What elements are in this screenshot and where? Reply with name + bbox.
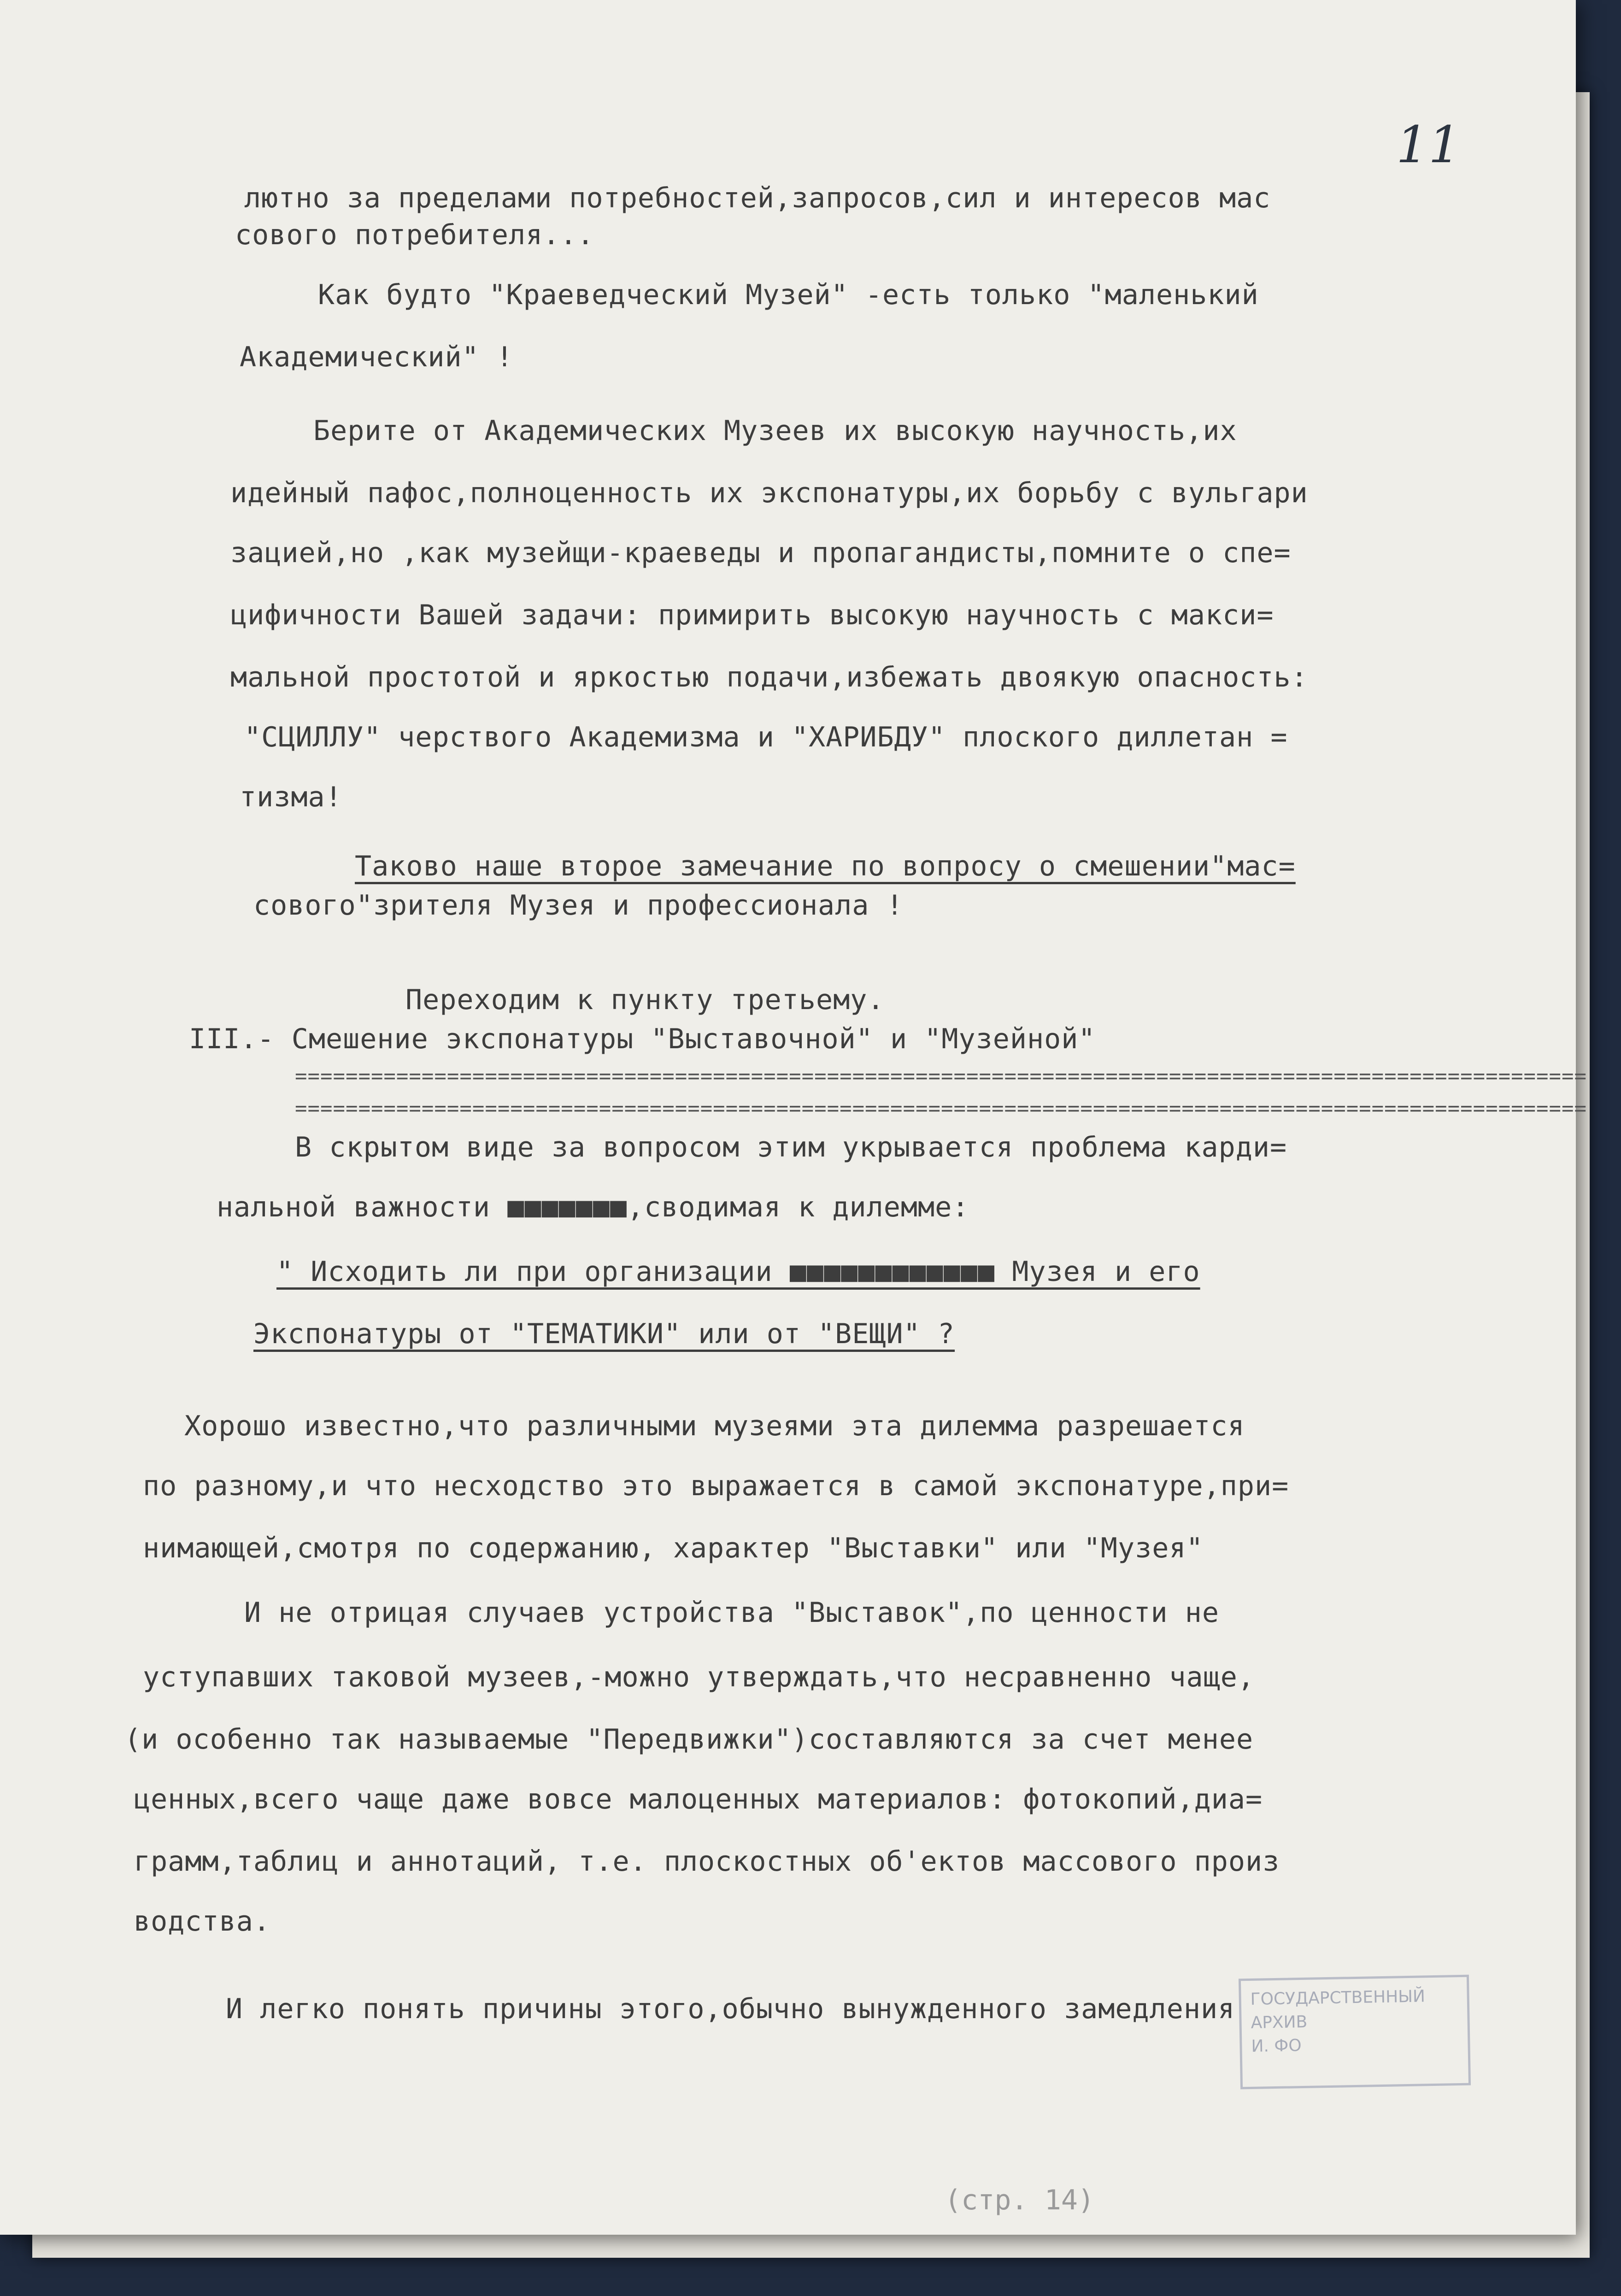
page-number: 11	[1396, 115, 1461, 174]
text-line: грамм,таблиц и аннотаций, т.е. плоскостных об'ектов массового произ	[134, 1845, 1280, 1878]
double-underline: ======================================================================================================	[295, 1064, 1587, 1088]
text-line: цифичности Вашей задачи: примирить высокую научность с макси=	[230, 599, 1274, 631]
text-line: " Исходить ли при организации ■■■■■■■■■■■■ Музея и его	[276, 1256, 1200, 1288]
text-line: ценных,всего чаще даже вовсе малоценных материалов: фотокопий,диа=	[134, 1783, 1263, 1815]
double-underline: ======================================================================================================	[295, 1097, 1587, 1120]
text-line: водства.	[134, 1905, 270, 1938]
text-line: мальной простотой и яркостью подачи,избежать двоякую опасность:	[230, 661, 1308, 693]
text-line: тизма!	[240, 781, 342, 813]
text-line: Хорошо известно,что различными музеями эта дилемма разрешается	[184, 1410, 1245, 1442]
text-line: нальной важности ■■■■■■■,сводимая к дилемме:	[217, 1191, 969, 1223]
text-line: уступавших таковой музеев,-можно утверждать,что несравненно чаще,	[143, 1661, 1255, 1693]
text-line: Экспонатуры от "ТЕМАТИКИ" или от "ВЕЩИ" ?	[253, 1318, 955, 1350]
text-line: Берите от Академических Музеев их высокую научность,их	[313, 415, 1237, 447]
text-line: Таково наше второе замечание по вопросу о смешении"мас=	[355, 850, 1296, 882]
text-line: зацией,но ,как музейщи-краеведы и пропагандисты,помните о спе=	[230, 537, 1291, 569]
text-line: сового потребителя...	[235, 219, 594, 251]
text-line: И не отрицая случаев устройства "Выставок",по ценности не	[244, 1597, 1220, 1629]
text-line: сового"зрителя Музея и профессионала !	[253, 889, 904, 922]
stamp-line: ГОСУДАРСТВЕННЫЙ	[1250, 1987, 1426, 2009]
text-line: "СЦИЛЛУ" черствого Академизма и "ХАРИБДУ" плоского диллетан =	[244, 721, 1288, 753]
text-line: Переходим к пункту третьему.	[405, 984, 885, 1016]
footer-reference: (стр. 14)	[945, 2184, 1095, 2216]
stamp-line: И. ФО	[1251, 2036, 1302, 2056]
stamp-line: АРХИВ	[1251, 2012, 1308, 2032]
text-line: по разному,и что несходство это выражается в самой экспонатуре,при=	[143, 1470, 1289, 1502]
text-line: Как будто "Краеведческий Музей" -есть только "маленький	[318, 279, 1259, 311]
text-line: идейный пафос,полноценность их экспонатуры,их борьбу с вульгари	[230, 477, 1308, 509]
text-line: нимающей,смотря по содержанию, характер "Выставки" или "Музея"	[143, 1532, 1204, 1564]
text-line: И легко понять причины этого,обычно вынужденного замедления	[226, 1993, 1235, 2025]
text-line: Академический" !	[240, 341, 513, 373]
text-line: (и особенно так называемые "Передвижки")составляются за счет менее	[124, 1723, 1254, 1756]
text-line: В скрытом виде за вопросом этим укрывается проблема карди=	[295, 1131, 1287, 1163]
text-line: лютно за пределами потребностей,запросов,сил и интересов мас	[244, 182, 1271, 214]
section-heading: III.- Смешение экспонатуры "Выставочной" и "Музейной"	[189, 1023, 1096, 1055]
archive-stamp	[1239, 1975, 1471, 2090]
